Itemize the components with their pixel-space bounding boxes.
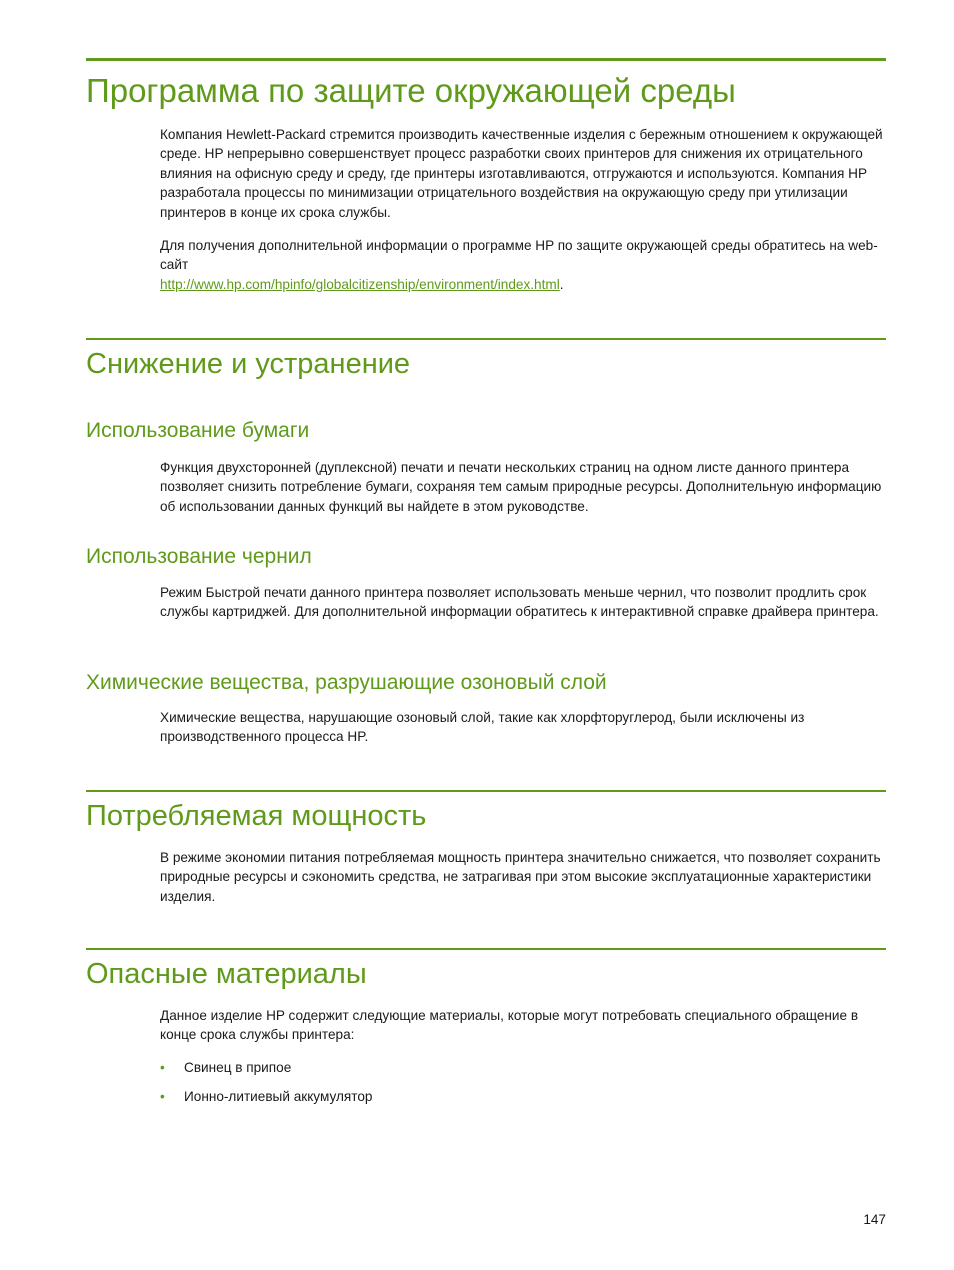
power-paragraph: В режиме экономии питания потребляемая мощность принтера значительно снижается, что позволяет сохранить природные ресурсы и сэкономить средства, не затрагивая при этом высокие эксплуатационные характеристики изделия. (160, 850, 881, 904)
list-item (160, 1087, 372, 1106)
env-info-end: . (559, 276, 564, 292)
power-heading: Потребляемая мощность (86, 800, 427, 832)
ink-heading: Использование чернил (86, 545, 312, 568)
ink-paragraph: Режим Быстрой печати данного принтера позволяет использовать меньше чернил, что позволит продлить срок службы картриджей. Для дополнительной информации обратитесь к интерактивной справке драйвера принтера. (160, 585, 879, 620)
reduction-heading: Снижение и устранение (86, 348, 411, 380)
env-info-paragraph (160, 236, 886, 294)
bullet-icon: • (160, 1089, 165, 1104)
hazard-paragraph: Данное изделие HP содержит следующие материалы, которые могут потребовать специального обращение в конце срока службы принтера: (160, 1008, 859, 1043)
hazard-rule (86, 948, 886, 950)
ozone-heading: Химические вещества, разрушающие озоновый слой (86, 671, 607, 694)
power-rule (86, 790, 886, 792)
list-item-text: Свинец в припое (184, 1060, 292, 1075)
paper-heading: Использование бумаги (86, 419, 310, 442)
env-intro-paragraph: Компания Hewlett-Packard стремится производить качественные изделия с бережным отношением к окружающей среде. HP непрерывно совершенствует процесс разработки своих принтеров для снижения их отрицательного влияния на офисную среду и среду, где принтеры изготавливаются, отгружаются и используются. Компания HP разработала процессы по минимизации отрицательного воздействия на окружающую среду при утилизации принтеров в конце их срока службы. (160, 127, 883, 220)
list-item-text: Ионно-литиевый аккумулятор (184, 1089, 373, 1104)
ozone-paragraph: Химические вещества, нарушающие озоновый слой, такие как хлорфторуглерод, были исключены из производственного процесса HP. (160, 710, 805, 745)
env-info-text: Для получения дополнительной информации о программе HP по защите окружающей среды обратитесь на web-сайт (160, 238, 878, 273)
page-number: 147 (863, 1212, 886, 1227)
list-item (160, 1058, 291, 1077)
top-rule (86, 58, 886, 61)
page-title: Программа по защите окружающей среды (86, 72, 736, 109)
paper-paragraph: Функция двухсторонней (дуплексной) печати и печати нескольких страниц на одном листе данного принтера позволяет снизить потребление бумаги, сохраняя тем самым природные ресурсы. Дополнительную информацию об использовании данных функций вы найдете в этом руководстве. (160, 460, 882, 514)
reduction-rule (86, 338, 886, 340)
hp-environment-link[interactable]: http://www.hp.com/hpinfo/globalcitizenship/environment/index.html (160, 276, 560, 292)
bullet-icon: • (160, 1060, 165, 1075)
hazard-heading: Опасные материалы (86, 958, 367, 990)
